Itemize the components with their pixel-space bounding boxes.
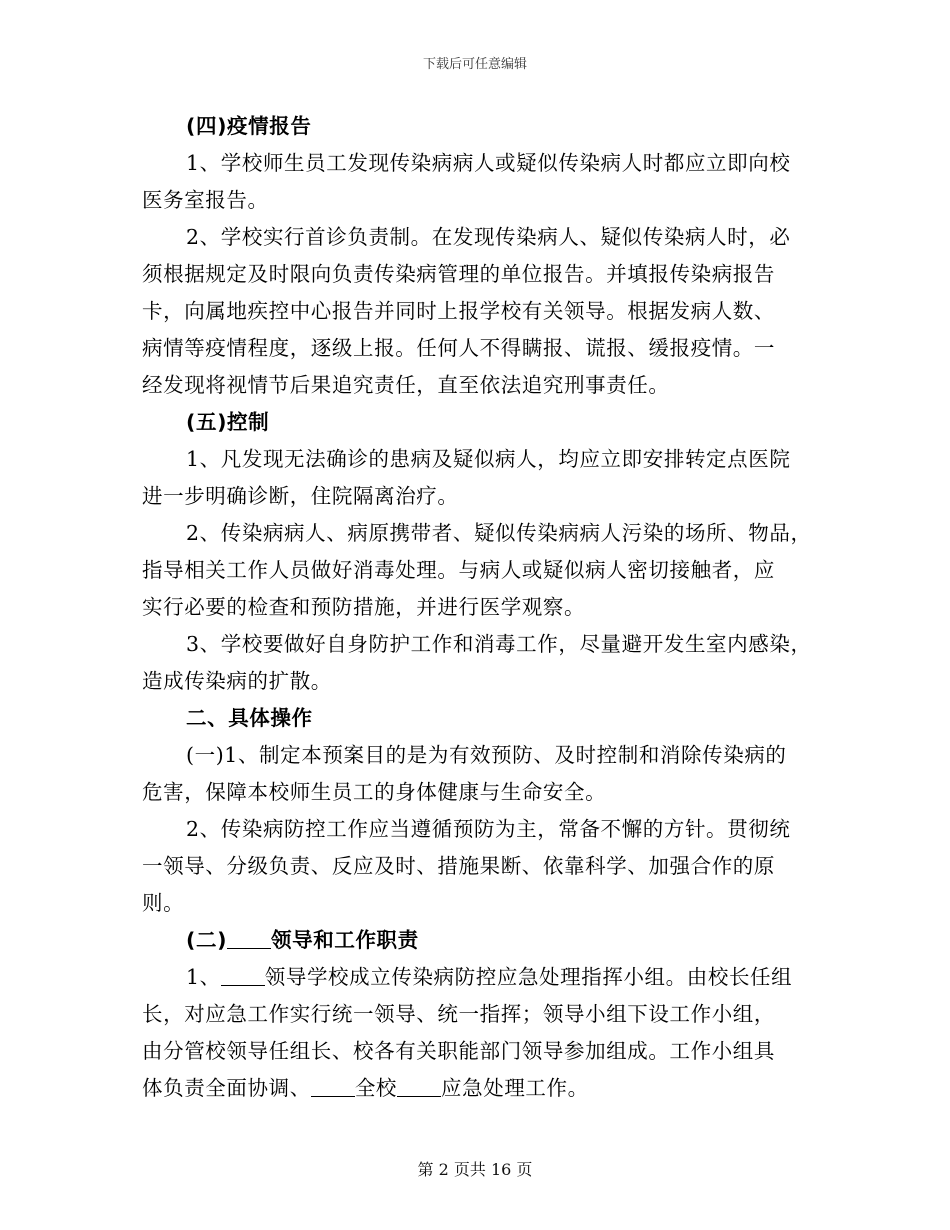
paragraph-line: 1、凡发现无法确诊的患病及疑似病人，均应立即安排转定点医院 (186, 447, 791, 471)
section-heading-leadership (142, 922, 822, 959)
heading-text: 领导和工作职责 (271, 928, 419, 952)
fill-blank (221, 963, 265, 986)
line-text: 体负责全面协调、 (142, 1076, 311, 1100)
paragraph-line: 造成传染病的扩散。 (142, 669, 332, 693)
paragraph-line: 2、学校实行首诊负责制。在发现传染病人、疑似传染病人时，必 (186, 225, 791, 249)
line-text: 全校 (354, 1076, 398, 1100)
fill-blank (311, 1074, 355, 1097)
paragraph-line: 进一步明确诊断，住院隔离治疗。 (142, 484, 459, 508)
paragraph-line: 一领导、分级负责、反应及时、措施果断、依靠科学、加强合作的原 (142, 854, 775, 878)
paragraph-line: 则。 (142, 891, 185, 915)
document-body (142, 108, 822, 1107)
paragraph-line: 1、学校师生员工发现传染病病人或疑似传染病人时都应立即向校 (186, 151, 791, 175)
paragraph-line (142, 959, 822, 996)
paragraph-line: 由分管校领导任组长、校各有关职能部门领导参加组成。工作小组具 (142, 1039, 775, 1063)
paragraph-line: 卡，向属地疾控中心报告并同时上报学校有关领导。根据发病人数、 (142, 299, 775, 323)
section-heading-control: (五)控制 (186, 410, 270, 434)
item-number: 1、 (186, 965, 221, 989)
line-text: 应急处理工作。 (441, 1076, 589, 1100)
page-header: 下载后可任意编辑 (422, 57, 527, 72)
paragraph-line: 医务室报告。 (142, 188, 269, 212)
paragraph-line: 3、学校要做好自身防护工作和消毒工作，尽量避开发生室内感染， (186, 632, 812, 656)
paragraph-line: 经发现将视情节后果追究责任，直至依法追究刑事责任。 (142, 373, 670, 397)
paragraph-line: (一)1、制定本预案目的是为有效预防、及时控制和消除传染病的 (186, 743, 787, 767)
paragraph-line: 实行必要的检查和预防措施，并进行医学观察。 (142, 595, 586, 619)
paragraph-line: 长，对应急工作实行统一领导、统一指挥；领导小组下设工作小组， (142, 1002, 775, 1026)
heading-number: (二) (186, 928, 228, 952)
page-footer: 第 2 页共 16 页 (417, 1160, 533, 1179)
fill-blank (397, 1074, 441, 1097)
paragraph-line: 2、传染病防控工作应当遵循预防为主，常备不懈的方针。贯彻统 (186, 817, 791, 841)
paragraph-line: 病情等疫情程度，逐级上报。任何人不得瞒报、谎报、缓报疫情。一 (142, 336, 775, 360)
paragraph-line: 2、传染病病人、病原携带者、疑似传染病病人污染的场所、物品， (186, 521, 812, 545)
paragraph-line: 须根据规定及时限向负责传染病管理的单位报告。并填报传染病报告 (142, 262, 775, 286)
paragraph-line (142, 1070, 822, 1107)
section-heading-epidemic-report: (四)疫情报告 (186, 114, 312, 138)
line-text: 领导学校成立传染病防控应急处理指挥小组。由校长任组 (264, 965, 793, 989)
paragraph-line: 危害，保障本校师生员工的身体健康与生命安全。 (142, 780, 607, 804)
paragraph-line: 指导相关工作人员做好消毒处理。与病人或疑似病人密切接触者，应 (142, 558, 775, 582)
fill-blank (227, 926, 271, 949)
section-heading-operations: 二、具体操作 (186, 706, 313, 730)
